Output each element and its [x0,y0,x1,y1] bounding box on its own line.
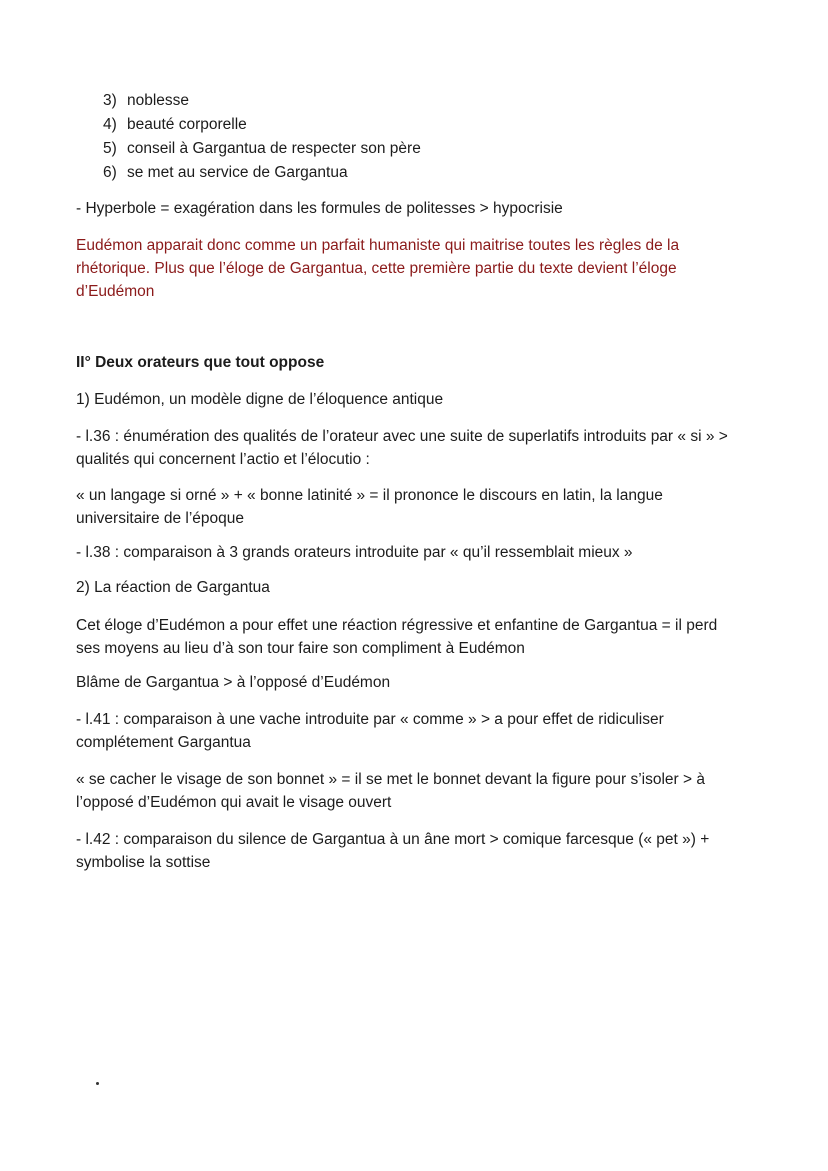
list-text: noblesse [127,92,190,109]
paragraph-reaction: Cet éloge d’Eudémon a pour effet une réaction régressive et enfantine de Gargantua = il perd ses moyens au lieu d’à son tour faire son compliment à Eudémon [76,617,718,657]
paragraph-langage: « un langage si orné » + « bonne latinité » = il prononce le discours en latin, la langue universitaire de l’époque [76,487,663,527]
list-text: beauté corporelle [127,116,247,133]
list-number: 6) [103,164,117,181]
list-item [103,138,421,160]
list-text: conseil à Gargantua de respecter son père [127,140,421,157]
list-item [103,90,189,112]
list-number: 4) [103,116,117,133]
list-item [103,114,247,136]
subsection-2-title: 2) La réaction de Gargantua [76,579,270,596]
list-item [103,162,348,184]
paragraph-enumeration: - l.36 : énumération des qualités de l’orateur avec une suite de superlatifs introduits par « si » > qualités qui concernent l’actio et l’élocutio : [76,428,728,468]
paragraph-ane-mort: - l.42 : comparaison du silence de Gargantua à un âne mort > comique farcesque (« pet ») + symbolise la sottise [76,831,710,871]
list-text: se met au service de Gargantua [127,164,348,181]
stray-mark [96,1082,99,1085]
paragraph-comparaison-orateurs: - l.38 : comparaison à 3 grands orateurs introduite par « qu’il ressemblait mieux » [76,544,633,561]
paragraph-bonnet: « se cacher le visage de son bonnet » = il se met le bonnet devant la figure pour s’isoler > à l’opposé d’Eudémon qui avait le visage ouvert [76,771,705,811]
list-number: 3) [103,92,117,109]
hyperbole-line: - Hyperbole = exagération dans les formules de politesses > hypocrisie [76,200,563,217]
list-number: 5) [103,140,117,157]
paragraph-vache: - l.41 : comparaison à une vache introduite par « comme » > a pour effet de ridiculiser complétement Gargantua [76,711,664,751]
section-title: II° Deux orateurs que tout oppose [76,354,325,371]
subsection-1-title: 1) Eudémon, un modèle digne de l’éloquence antique [76,391,444,408]
conclusion-paragraph: Eudémon apparait donc comme un parfait humaniste qui maitrise toutes les règles de la rhétorique. Plus que l’éloge de Gargantua, cette première partie du texte devient l’éloge d’Eudémon [76,237,680,300]
paragraph-blame: Blâme de Gargantua > à l’opposé d’Eudémon [76,674,391,691]
